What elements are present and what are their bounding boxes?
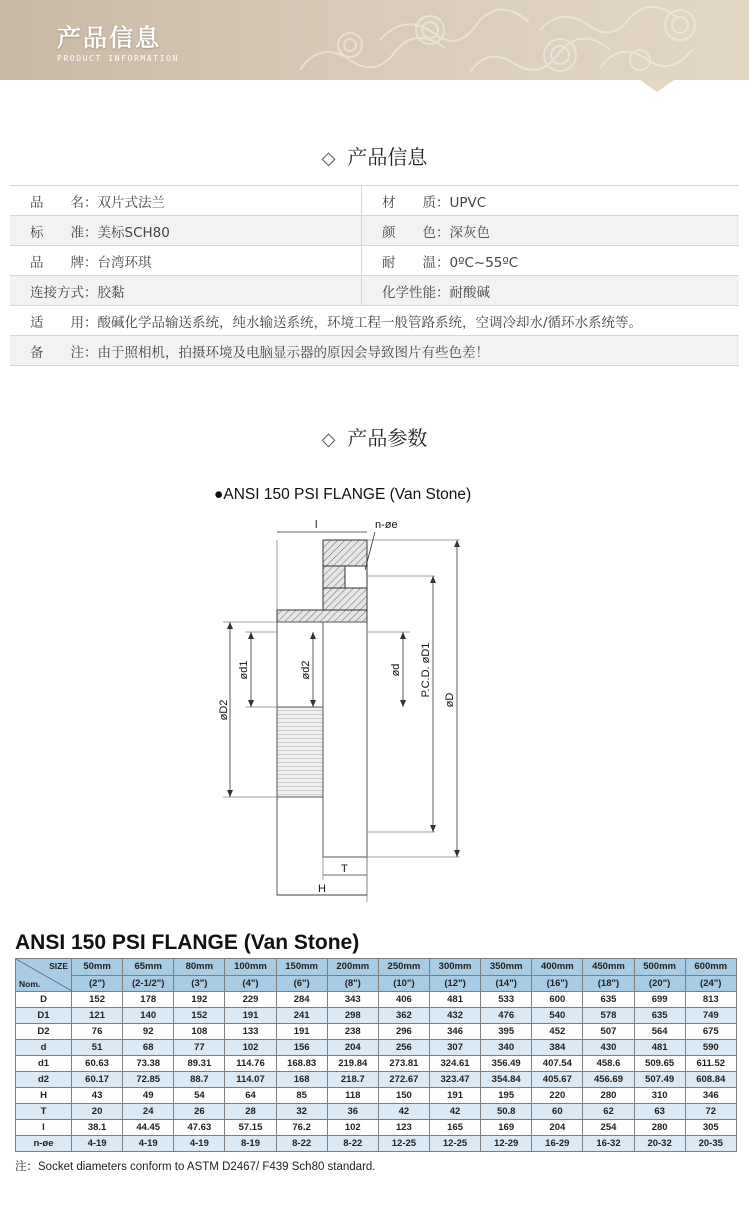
table-cell: 406 [378, 992, 429, 1008]
table-cell: 362 [378, 1008, 429, 1024]
table-cell: 241 [276, 1008, 327, 1024]
info-label: 品 牌： [30, 254, 98, 271]
table-cell: 169 [481, 1120, 532, 1136]
table-cell: 114.07 [225, 1072, 276, 1088]
info-label: 颜 色： [382, 224, 450, 241]
row-header: D2 [16, 1024, 72, 1040]
size-in: (24") [685, 975, 736, 992]
row-header: D1 [16, 1008, 72, 1024]
banner-title: 产品信息 [57, 24, 161, 52]
info-cell [10, 276, 362, 306]
table-cell: 204 [327, 1040, 378, 1056]
table-cell: 42 [429, 1104, 480, 1120]
table-cell: 238 [327, 1024, 378, 1040]
table-row [16, 1136, 737, 1152]
row-header: d1 [16, 1056, 72, 1072]
table-cell: 12-29 [481, 1136, 532, 1152]
table-cell: 8-22 [276, 1136, 327, 1152]
table-cell: 12-25 [429, 1136, 480, 1152]
table-cell: 77 [174, 1040, 225, 1056]
size-in: (6") [276, 975, 327, 992]
size-mm: 400mm [532, 959, 583, 976]
info-row [10, 276, 739, 306]
table-cell: 152 [72, 992, 123, 1008]
table-cell: 635 [634, 1008, 685, 1024]
table-cell: 72.85 [123, 1072, 174, 1088]
table-cell: 4-19 [174, 1136, 225, 1152]
table-cell: 20 [72, 1104, 123, 1120]
info-cell [10, 336, 739, 366]
size-in: (2-1/2") [123, 975, 174, 992]
table-cell: 298 [327, 1008, 378, 1024]
table-cell: 60 [532, 1104, 583, 1120]
table-cell: 92 [123, 1024, 174, 1040]
size-mm: 450mm [583, 959, 634, 976]
info-row [10, 246, 739, 276]
table-cell: 76 [72, 1024, 123, 1040]
size-mm: 350mm [481, 959, 532, 976]
flange-ring-section [323, 540, 367, 566]
table-cell: 481 [429, 992, 480, 1008]
size-mm: 50mm [72, 959, 123, 976]
table-cell: 44.45 [123, 1120, 174, 1136]
table-cell: 63 [634, 1104, 685, 1120]
table-cell: 272.67 [378, 1072, 429, 1088]
size-mm: 150mm [276, 959, 327, 976]
table-cell: 140 [123, 1008, 174, 1024]
size-mm: 200mm [327, 959, 378, 976]
size-mm: 500mm [634, 959, 685, 976]
table-cell: 89.31 [174, 1056, 225, 1072]
table-cell: 219.84 [327, 1056, 378, 1072]
table-cell: 481 [634, 1040, 685, 1056]
info-row-note [10, 336, 739, 366]
info-value: UPVC [449, 194, 487, 211]
table-cell: 608.84 [685, 1072, 736, 1088]
info-row-usage [10, 306, 739, 336]
table-cell: 50.8 [481, 1104, 532, 1120]
table-cell: 60.17 [72, 1072, 123, 1088]
section-title-params-text: 产品参数 [347, 426, 428, 450]
table-cell: 204 [532, 1120, 583, 1136]
table-cell: 340 [481, 1040, 532, 1056]
info-cell [10, 306, 739, 336]
table-cell: 280 [583, 1088, 634, 1104]
info-value: 台湾环琪 [97, 254, 152, 271]
diagram-title: ●ANSI 150 PSI FLANGE (Van Stone) [214, 486, 472, 503]
table-row [16, 1024, 737, 1040]
table-cell: 507 [583, 1024, 634, 1040]
table-cell: 346 [429, 1024, 480, 1040]
table-cell: 749 [685, 1008, 736, 1024]
table-cell: 507.49 [634, 1072, 685, 1088]
table-cell: 456.69 [583, 1072, 634, 1088]
table-cell: 123 [378, 1120, 429, 1136]
spec-table-title: ANSI 150 PSI FLANGE (Van Stone) [15, 931, 360, 954]
label-n-oe: n-øe [375, 519, 398, 531]
info-value: 深灰色 [449, 224, 490, 241]
size-in: (2") [72, 975, 123, 992]
table-cell: 284 [276, 992, 327, 1008]
flange-ring-lower [323, 566, 345, 588]
table-cell: 218.7 [327, 1072, 378, 1088]
table-cell: 51 [72, 1040, 123, 1056]
table-cell: 24 [123, 1104, 174, 1120]
table-cell: 458.6 [583, 1056, 634, 1072]
size-in: (8") [327, 975, 378, 992]
info-value: 0ºC~55ºC [449, 254, 519, 271]
table-cell: 4-19 [123, 1136, 174, 1152]
table-cell: 8-22 [327, 1136, 378, 1152]
info-cell [362, 276, 740, 306]
section-title-params [0, 422, 749, 451]
corner-size-label: SIZE [49, 961, 68, 971]
label-oD2: øD2 [218, 699, 230, 721]
table-cell: 16-29 [532, 1136, 583, 1152]
size-in: (16") [532, 975, 583, 992]
flange-body-outline [323, 622, 367, 857]
table-cell: 405.67 [532, 1072, 583, 1088]
table-cell: 12-25 [378, 1136, 429, 1152]
table-row [16, 1040, 737, 1056]
info-cell [362, 246, 740, 276]
info-cell [10, 186, 362, 216]
table-cell: 635 [583, 992, 634, 1008]
table-cell: 254 [583, 1120, 634, 1136]
table-cell: 600 [532, 992, 583, 1008]
info-row [10, 186, 739, 216]
size-in: (14") [481, 975, 532, 992]
table-cell: 43 [72, 1088, 123, 1104]
spec-table [15, 958, 737, 1152]
table-cell: 118 [327, 1088, 378, 1104]
flange-technical-drawing [205, 510, 505, 905]
table-cell: 72 [685, 1104, 736, 1120]
table-cell: 36 [327, 1104, 378, 1120]
table-cell: 60.63 [72, 1056, 123, 1072]
table-cell: 49 [123, 1088, 174, 1104]
info-cell [10, 216, 362, 246]
bolt-hole [345, 566, 367, 588]
info-label: 化学性能： [382, 284, 450, 301]
size-in: (20") [634, 975, 685, 992]
table-cell: 590 [685, 1040, 736, 1056]
info-value: 由于照相机，拍摄环境及电脑显示器的原因会导致图片有些色差！ [97, 344, 489, 361]
table-cell: 57.15 [225, 1120, 276, 1136]
size-mm: 65mm [123, 959, 174, 976]
product-info-table [10, 185, 739, 366]
label-H: H [318, 883, 326, 895]
table-cell: 229 [225, 992, 276, 1008]
info-value: 耐酸碱 [449, 284, 490, 301]
table-cell: 220 [532, 1088, 583, 1104]
diamond-icon: ◇ [321, 429, 336, 450]
table-cell: 430 [583, 1040, 634, 1056]
stub-socket-ribs [277, 707, 323, 797]
spec-header-row [16, 959, 737, 976]
label-od: ød [390, 663, 402, 677]
row-header: H [16, 1088, 72, 1104]
table-cell: 191 [225, 1008, 276, 1024]
table-cell: 8-19 [225, 1136, 276, 1152]
header-banner [0, 0, 749, 80]
table-cell: 324.61 [429, 1056, 480, 1072]
info-value: 胶黏 [97, 284, 125, 301]
table-cell: 256 [378, 1040, 429, 1056]
table-cell: 102 [225, 1040, 276, 1056]
table-cell: 432 [429, 1008, 480, 1024]
table-cell: 168.83 [276, 1056, 327, 1072]
table-cell: 476 [481, 1008, 532, 1024]
table-cell: 305 [685, 1120, 736, 1136]
table-cell: 323.47 [429, 1072, 480, 1088]
table-cell: 813 [685, 992, 736, 1008]
table-cell: 452 [532, 1024, 583, 1040]
table-cell: 192 [174, 992, 225, 1008]
table-cell: 32 [276, 1104, 327, 1120]
table-row [16, 1056, 737, 1072]
table-row [16, 1008, 737, 1024]
info-value: 美标SCH80 [97, 224, 170, 241]
table-cell: 384 [532, 1040, 583, 1056]
table-row [16, 1088, 737, 1104]
info-label: 标 准： [30, 224, 98, 241]
size-mm: 250mm [378, 959, 429, 976]
table-cell: 407.54 [532, 1056, 583, 1072]
table-row [16, 1104, 737, 1120]
table-row [16, 1072, 737, 1088]
size-mm: 80mm [174, 959, 225, 976]
table-cell: 4-19 [72, 1136, 123, 1152]
table-cell: 273.81 [378, 1056, 429, 1072]
table-row [16, 992, 737, 1008]
table-cell: 20-32 [634, 1136, 685, 1152]
table-cell: 354.84 [481, 1072, 532, 1088]
table-cell: 509.65 [634, 1056, 685, 1072]
table-cell: 26 [174, 1104, 225, 1120]
table-cell: 133 [225, 1024, 276, 1040]
table-cell: 195 [481, 1088, 532, 1104]
section-title-info-text: 产品信息 [347, 145, 428, 169]
section-title-info [0, 141, 749, 170]
table-cell: 152 [174, 1008, 225, 1024]
banner-subtitle: PRODUCT INFORMATION [57, 54, 179, 63]
size-in: (12") [429, 975, 480, 992]
table-cell: 85 [276, 1088, 327, 1104]
table-cell: 68 [123, 1040, 174, 1056]
size-in: (4") [225, 975, 276, 992]
banner-tab-decoration [640, 80, 674, 92]
info-cell [362, 186, 740, 216]
table-cell: 395 [481, 1024, 532, 1040]
table-cell: 191 [429, 1088, 480, 1104]
table-cell: 356.49 [481, 1056, 532, 1072]
spec-header-row-inch [16, 975, 737, 992]
size-in: (18") [583, 975, 634, 992]
size-mm: 100mm [225, 959, 276, 976]
label-od1: ød1 [238, 660, 250, 680]
info-label: 材 质： [382, 194, 450, 211]
table-cell: 178 [123, 992, 174, 1008]
label-pcd: P.C.D. øD1 [420, 642, 432, 698]
stub-end-section [277, 610, 367, 622]
table-cell: 28 [225, 1104, 276, 1120]
table-cell: 47.63 [174, 1120, 225, 1136]
row-header: D [16, 992, 72, 1008]
table-cell: 54 [174, 1088, 225, 1104]
info-label: 连接方式： [30, 284, 98, 301]
info-label: 备 注： [30, 344, 98, 361]
table-cell: 191 [276, 1024, 327, 1040]
table-cell: 42 [378, 1104, 429, 1120]
table-cell: 121 [72, 1008, 123, 1024]
spec-corner-cell [16, 959, 72, 992]
label-T: T [341, 863, 348, 875]
table-cell: 540 [532, 1008, 583, 1024]
table-cell: 73.38 [123, 1056, 174, 1072]
table-cell: 62 [583, 1104, 634, 1120]
table-cell: 310 [634, 1088, 685, 1104]
info-label: 耐 温： [382, 254, 450, 271]
table-cell: 64 [225, 1088, 276, 1104]
table-cell: 343 [327, 992, 378, 1008]
size-in: (3") [174, 975, 225, 992]
table-cell: 76.2 [276, 1120, 327, 1136]
table-cell: 114.76 [225, 1056, 276, 1072]
label-l: l [315, 519, 318, 531]
info-label: 品 名： [30, 194, 98, 211]
row-header: d2 [16, 1072, 72, 1088]
row-header: n-øe [16, 1136, 72, 1152]
table-cell: 296 [378, 1024, 429, 1040]
info-label: 适 用： [30, 314, 98, 331]
spec-footnote: 注：Socket diameters conform to ASTM D2467/ F439 Sch80 standard. [15, 1161, 376, 1173]
table-cell: 346 [685, 1088, 736, 1104]
size-mm: 300mm [429, 959, 480, 976]
table-cell: 307 [429, 1040, 480, 1056]
table-cell: 280 [634, 1120, 685, 1136]
table-cell: 88.7 [174, 1072, 225, 1088]
table-cell: 16-32 [583, 1136, 634, 1152]
corner-nom-label: Nom. [19, 979, 41, 989]
table-cell: 20-35 [685, 1136, 736, 1152]
flange-ring-inner [323, 588, 367, 610]
info-row [10, 216, 739, 246]
row-header: d [16, 1040, 72, 1056]
size-in: (10") [378, 975, 429, 992]
table-row [16, 1120, 737, 1136]
info-value: 酸碱化学品输送系统，纯水输送系统，环境工程一般管路系统，空调冷却水/循环水系统等。 [97, 314, 643, 331]
row-header: T [16, 1104, 72, 1120]
table-cell: 675 [685, 1024, 736, 1040]
table-cell: 108 [174, 1024, 225, 1040]
label-oD: øD [444, 692, 456, 708]
table-cell: 165 [429, 1120, 480, 1136]
table-cell: 533 [481, 992, 532, 1008]
table-cell: 699 [634, 992, 685, 1008]
info-cell [362, 216, 740, 246]
info-value: 双片式法兰 [97, 194, 165, 211]
row-header: l [16, 1120, 72, 1136]
label-od2: ød2 [300, 660, 312, 680]
info-cell [10, 246, 362, 276]
table-cell: 564 [634, 1024, 685, 1040]
table-cell: 578 [583, 1008, 634, 1024]
diamond-icon: ◇ [321, 148, 336, 169]
table-cell: 168 [276, 1072, 327, 1088]
table-cell: 611.52 [685, 1056, 736, 1072]
table-cell: 156 [276, 1040, 327, 1056]
table-cell: 38.1 [72, 1120, 123, 1136]
table-cell: 150 [378, 1088, 429, 1104]
size-mm: 600mm [685, 959, 736, 976]
table-cell: 102 [327, 1120, 378, 1136]
